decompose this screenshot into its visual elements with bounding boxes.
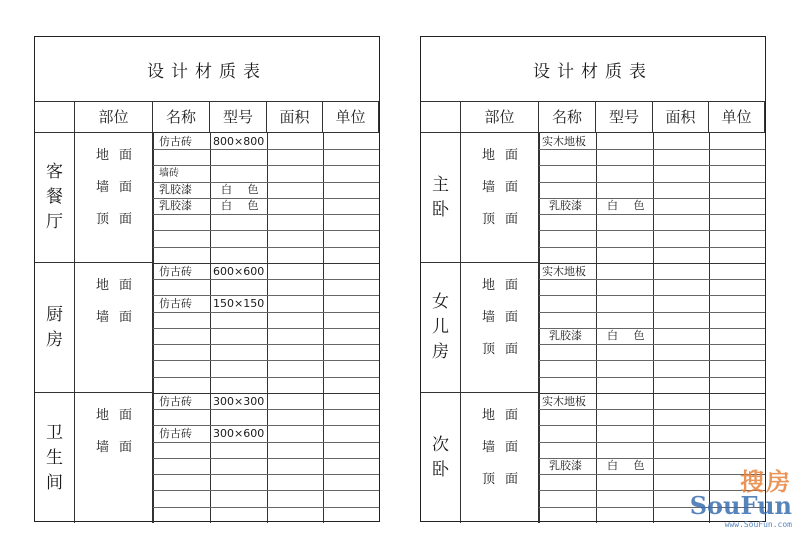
header-name: 名称 — [153, 101, 210, 133]
material-table-left — [34, 36, 380, 522]
row-line — [539, 214, 765, 215]
header-blank — [421, 101, 461, 133]
part-wall: 墙面 — [481, 309, 528, 325]
table-title: 设计材质表 — [35, 37, 379, 102]
part-floor: 地面 — [95, 147, 142, 163]
material-model: 白 色 — [221, 183, 265, 196]
row-line — [539, 165, 765, 166]
header-model: 型号 — [596, 101, 653, 133]
material-model: 300×300 — [213, 395, 265, 408]
room-label: 客 餐 厅 — [35, 133, 75, 263]
table-title: 设计材质表 — [421, 37, 765, 102]
part-ceiling: 顶面 — [481, 471, 528, 487]
material-model: 白 色 — [607, 329, 651, 342]
header-area: 面积 — [653, 101, 709, 133]
material-name: 仿古砖 — [159, 395, 192, 408]
soufun-watermark — [690, 462, 792, 529]
header-name: 名称 — [539, 101, 596, 133]
material-model: 白 色 — [221, 199, 265, 212]
row-line — [153, 360, 379, 361]
header-model: 型号 — [210, 101, 267, 133]
material-model: 白 色 — [607, 459, 651, 472]
material-name: 乳胶漆 — [549, 199, 582, 212]
watermark-en: SouFun — [689, 491, 792, 520]
row-line — [153, 214, 379, 215]
part-wall: 墙面 — [481, 439, 528, 455]
part-floor: 地面 — [481, 147, 528, 163]
part-ceiling: 顶面 — [481, 341, 528, 357]
row-line — [539, 360, 765, 361]
row-line — [539, 295, 765, 296]
material-model: 600×600 — [213, 265, 265, 278]
row-line — [539, 230, 765, 231]
material-name: 乳胶漆 — [159, 199, 192, 212]
part-wall: 墙面 — [95, 439, 142, 455]
row-line — [153, 312, 379, 313]
material-name: 乳胶漆 — [159, 183, 192, 196]
material-name: 乳胶漆 — [549, 459, 582, 472]
row-line — [153, 247, 379, 248]
row-line — [539, 377, 765, 378]
material-name: 乳胶漆 — [549, 329, 582, 342]
header-unit: 单位 — [323, 101, 379, 133]
header-unit: 单位 — [709, 101, 765, 133]
room-label: 主 卧 — [421, 133, 461, 263]
room-label: 卫 生 间 — [35, 393, 75, 523]
row-line — [539, 247, 765, 248]
row-line — [539, 312, 765, 313]
material-model: 800×800 — [213, 135, 265, 148]
material-table-right — [420, 36, 766, 522]
row-line — [539, 425, 765, 426]
watermark-cn: 搜房 — [740, 468, 792, 496]
part-floor: 地面 — [95, 407, 142, 423]
part-floor: 地面 — [481, 407, 528, 423]
row-line — [539, 344, 765, 345]
part-wall: 墙面 — [481, 179, 528, 195]
watermark-url: www.SouFun.com — [724, 520, 792, 529]
material-name: 仿古砖 — [159, 265, 192, 278]
row-line — [153, 328, 379, 329]
row-line — [153, 442, 379, 443]
part-ceiling: 顶面 — [481, 211, 528, 227]
row-line — [539, 182, 765, 183]
material-name: 仿古砖 — [159, 135, 192, 148]
part-wall: 墙面 — [95, 179, 142, 195]
row-line — [153, 377, 379, 378]
row-line — [153, 165, 379, 166]
header-part: 部位 — [75, 101, 153, 133]
part-floor: 地面 — [481, 277, 528, 293]
room-label: 女 儿 房 — [421, 263, 461, 393]
row-line — [153, 507, 379, 508]
row-line — [153, 490, 379, 491]
material-model: 300×600 — [213, 427, 265, 440]
row-line — [153, 230, 379, 231]
room-label: 次 卧 — [421, 393, 461, 523]
header-part: 部位 — [461, 101, 539, 133]
material-name: 实木地板 — [542, 135, 586, 148]
room-label: 厨 房 — [35, 263, 75, 393]
material-model: 150×150 — [213, 297, 265, 310]
material-name: 实木地板 — [542, 395, 586, 408]
row-line — [153, 344, 379, 345]
row-line — [539, 442, 765, 443]
material-name: 仿古砖 — [159, 427, 192, 440]
material-name: 墙砖 — [159, 168, 179, 179]
material-name: 仿古砖 — [159, 297, 192, 310]
row-line — [153, 474, 379, 475]
header-blank — [35, 101, 75, 133]
part-ceiling: 顶面 — [95, 211, 142, 227]
header-area: 面积 — [267, 101, 323, 133]
part-floor: 地面 — [95, 277, 142, 293]
material-model: 白 色 — [607, 199, 651, 212]
part-wall: 墙面 — [95, 309, 142, 325]
material-name: 实木地板 — [542, 265, 586, 278]
row-line — [153, 458, 379, 459]
